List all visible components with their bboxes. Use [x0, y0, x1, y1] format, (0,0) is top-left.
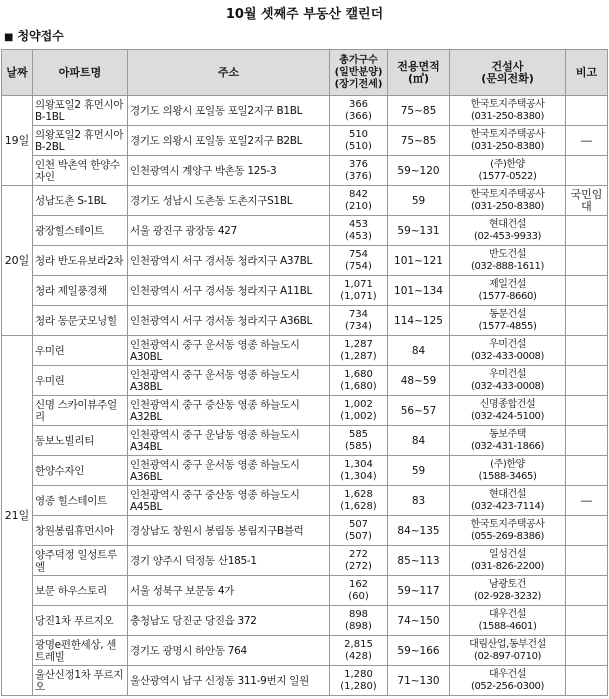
builder-cell: [450, 456, 566, 486]
builder-phone: (032-433-0008): [470, 380, 545, 392]
units-cell: [330, 306, 388, 336]
apartment-name-cell: 보문 하우스토리: [33, 576, 128, 606]
builder-cell: [450, 186, 566, 216]
header-area-line1: 전용면적: [397, 59, 440, 73]
total-units: 376: [348, 158, 369, 170]
table-row: [2, 276, 608, 306]
total-units: 162: [348, 578, 369, 590]
header-area-line2: (㎡): [407, 71, 430, 85]
sale-units: (1,071): [340, 290, 377, 302]
area-cell: 101~121: [388, 246, 450, 276]
note-cell: [566, 456, 608, 486]
table-row: [2, 306, 608, 336]
builder-name: 대림산업,동부건설: [469, 638, 546, 650]
table-row: [2, 126, 608, 156]
table-row: [2, 96, 608, 126]
units-cell: [330, 666, 388, 696]
address-cell: 인천광역시 중구 운서동 영종 하늘도시 A38BL: [128, 366, 330, 396]
address-cell: 울산광역시 남구 신정동 311-9번지 일원: [128, 666, 330, 696]
builder-phone: (1588-4601): [478, 620, 537, 632]
apartment-name-cell: 인천 박촌역 한양수자인: [33, 156, 128, 186]
apartment-name-cell: 광명e편한세상, 센트레빌: [33, 636, 128, 666]
sale-units: (376): [345, 170, 372, 182]
address-cell: 서울 성북구 보문동 4가: [128, 576, 330, 606]
builder-name: (주)한양: [490, 458, 525, 470]
builder-name: 한국토지주택공사: [470, 188, 545, 200]
sale-units: (453): [345, 230, 372, 242]
address-cell: 경기도 성남시 도촌동 도촌지구S1BL: [128, 186, 330, 216]
total-units: 842: [348, 188, 369, 200]
header-note: 비고: [566, 50, 608, 96]
units-cell: [330, 606, 388, 636]
header-row: [2, 50, 608, 96]
builder-cell: [450, 606, 566, 636]
sale-units: (585): [345, 440, 372, 452]
area-cell: 75~85: [388, 126, 450, 156]
builder-phone: (031-826-2200): [470, 560, 545, 572]
builder-phone: (031-250-8380): [470, 110, 545, 122]
total-units: 2,815: [344, 638, 373, 650]
builder-phone: (032-424-5100): [470, 410, 545, 422]
apartment-name-cell: 의왕포일2 휴먼시아B-2BL: [33, 126, 128, 156]
units-cell: [330, 276, 388, 306]
builder-cell: [450, 126, 566, 156]
builder-phone: (032-431-1866): [470, 440, 545, 452]
header-addr: 주소: [128, 50, 330, 96]
builder-phone: (1588-3465): [478, 470, 537, 482]
section-title: [4, 27, 64, 44]
total-units: 1,680: [344, 368, 373, 380]
total-units: 1,071: [344, 278, 373, 290]
total-units: 585: [348, 428, 369, 440]
header-total-line1: 총가구수: [339, 54, 378, 66]
builder-name: 우미건설: [488, 338, 527, 350]
total-units: 754: [348, 248, 369, 260]
sale-units: (734): [345, 320, 372, 332]
sale-units: (898): [345, 620, 372, 632]
total-units: 366: [348, 98, 369, 110]
apartment-name-cell: 신명 스카이뷰주얼리: [33, 396, 128, 426]
builder-cell: [450, 636, 566, 666]
units-cell: [330, 426, 388, 456]
total-units: 898: [348, 608, 369, 620]
header-total: [330, 50, 388, 96]
builder-phone: (031-250-8380): [470, 200, 545, 212]
sale-units: (210): [345, 200, 372, 212]
apartment-name-cell: 우미린: [33, 366, 128, 396]
address-cell: 경기도 의왕시 포일동 포일2지구 B1BL: [128, 96, 330, 126]
note-cell: [566, 276, 608, 306]
units-cell: [330, 336, 388, 366]
page-title: 10월 셋째주 부동산 캘린더: [225, 7, 384, 22]
table-row: [2, 246, 608, 276]
address-cell: 충청남도 당진군 당진읍 372: [128, 606, 330, 636]
builder-name: 현대건설: [488, 488, 527, 500]
note-cell: [566, 306, 608, 336]
builder-cell: [450, 486, 566, 516]
address-cell: 인천광역시 중구 운서동 영종 하늘도시 A30BL: [128, 336, 330, 366]
units-cell: [330, 156, 388, 186]
note-cell: [566, 546, 608, 576]
sale-units: (510): [345, 140, 372, 152]
header-apt: 아파트명: [33, 50, 128, 96]
square-bullet-icon: ■: [4, 32, 14, 43]
builder-phone: (055-269-8386): [470, 530, 545, 542]
builder-cell: [450, 366, 566, 396]
address-cell: 인천광역시 중구 중산동 영종 하늘도시 A45BL: [128, 486, 330, 516]
table-row: [2, 456, 608, 486]
note-cell: [566, 636, 608, 666]
apartment-name-cell: 청라 반도유보라2차: [33, 246, 128, 276]
note-cell: [566, 576, 608, 606]
sale-units: (60): [348, 590, 369, 602]
header-area: [388, 50, 450, 96]
builder-phone: (1577-4855): [478, 320, 537, 332]
header-builder: [450, 50, 566, 96]
units-cell: [330, 126, 388, 156]
builder-phone: (1577-8660): [478, 290, 537, 302]
note-cell: [566, 396, 608, 426]
apartment-name-cell: 당진1차 푸르지오: [33, 606, 128, 636]
header-builder-line2: (문의전화): [481, 71, 534, 85]
note-cell: [566, 366, 608, 396]
address-cell: 인천광역시 서구 경서동 청라지구 A11BL: [128, 276, 330, 306]
area-cell: 84: [388, 426, 450, 456]
builder-cell: [450, 276, 566, 306]
table-row: [2, 426, 608, 456]
address-cell: 경기도 의왕시 포일동 포일2지구 B2BL: [128, 126, 330, 156]
total-units: 1,280: [344, 668, 373, 680]
table-row: [2, 396, 608, 426]
note-cell: [566, 216, 608, 246]
note-cell: ―: [566, 126, 608, 156]
builder-name: 남광토건: [488, 578, 527, 590]
section-title-text: 청약접수: [17, 29, 64, 43]
area-cell: 75~85: [388, 96, 450, 126]
note-cell: [566, 336, 608, 366]
area-cell: 59: [388, 456, 450, 486]
builder-name: 동보주택: [488, 428, 527, 440]
table-row: [2, 186, 608, 216]
builder-name: 현대건설: [488, 218, 527, 230]
sale-units: (428): [345, 650, 372, 662]
table-row: [2, 516, 608, 546]
total-units: 1,628: [344, 488, 373, 500]
apartment-name-cell: 영종 힐스테이트: [33, 486, 128, 516]
builder-phone: (1577-0522): [478, 170, 537, 182]
area-cell: 84~135: [388, 516, 450, 546]
header-date: 날짜: [2, 50, 33, 96]
builder-cell: [450, 96, 566, 126]
builder-phone: (02-897-0710): [473, 650, 542, 662]
header-total-line2: (일반분양): [334, 66, 383, 78]
sale-units: (366): [345, 110, 372, 122]
builder-phone: (032-423-7114): [470, 500, 545, 512]
builder-name: 신명종합건설: [479, 398, 536, 410]
total-units: 453: [348, 218, 369, 230]
sale-units: (1,628): [340, 500, 377, 512]
total-units: 510: [348, 128, 369, 140]
note-cell: [566, 606, 608, 636]
apartment-name-cell: 동보노빌리티: [33, 426, 128, 456]
builder-cell: [450, 426, 566, 456]
note-cell: [566, 156, 608, 186]
table-row: [2, 666, 608, 696]
table-row: [2, 606, 608, 636]
builder-phone: (02-453-9933): [473, 230, 542, 242]
sale-units: (1,304): [340, 470, 377, 482]
units-cell: [330, 486, 388, 516]
table-row: [2, 546, 608, 576]
area-cell: 59~131: [388, 216, 450, 246]
builder-name: 일성건설: [488, 548, 527, 560]
note-cell: [566, 96, 608, 126]
area-cell: 59~166: [388, 636, 450, 666]
builder-name: 대우건설: [488, 668, 527, 680]
sale-units: (1,287): [340, 350, 377, 362]
address-cell: 인천광역시 계양구 박촌동 125-3: [128, 156, 330, 186]
builder-cell: [450, 336, 566, 366]
apartment-name-cell: 성남도촌 S-1BL: [33, 186, 128, 216]
builder-cell: [450, 306, 566, 336]
table-row: [2, 336, 608, 366]
apartment-name-cell: 청라 제일풍경채: [33, 276, 128, 306]
sale-units: (272): [345, 560, 372, 572]
builder-cell: [450, 666, 566, 696]
address-cell: 경기도 광명시 하안동 764: [128, 636, 330, 666]
area-cell: 85~113: [388, 546, 450, 576]
units-cell: [330, 246, 388, 276]
builder-phone: (031-250-8380): [470, 140, 545, 152]
builder-phone: (032-433-0008): [470, 350, 545, 362]
area-cell: 59~117: [388, 576, 450, 606]
table-row: [2, 156, 608, 186]
builder-phone: (032-888-1611): [470, 260, 545, 272]
note-cell: [566, 246, 608, 276]
units-cell: [330, 576, 388, 606]
units-cell: [330, 546, 388, 576]
area-cell: 74~150: [388, 606, 450, 636]
builder-cell: [450, 156, 566, 186]
address-cell: 서울 광진구 광장동 427: [128, 216, 330, 246]
sale-units: (1,680): [340, 380, 377, 392]
note-cell: 국민임대: [566, 186, 608, 216]
area-cell: 84: [388, 336, 450, 366]
address-cell: 인천광역시 서구 경서동 청라지구 A37BL: [128, 246, 330, 276]
total-units: 734: [348, 308, 369, 320]
builder-cell: [450, 216, 566, 246]
units-cell: [330, 396, 388, 426]
address-cell: 경상남도 창원시 봉림동 봉림지구B블럭: [128, 516, 330, 546]
builder-cell: [450, 576, 566, 606]
units-cell: [330, 516, 388, 546]
area-cell: 59: [388, 186, 450, 216]
builder-cell: [450, 516, 566, 546]
apartment-name-cell: 창원봉림휴먼시아: [33, 516, 128, 546]
total-units: 1,304: [344, 458, 373, 470]
builder-cell: [450, 396, 566, 426]
builder-name: 제일건설: [488, 278, 527, 290]
total-units: 272: [348, 548, 369, 560]
date-cell: 21일: [2, 336, 33, 696]
sale-units: (1,002): [340, 410, 377, 422]
builder-cell: [450, 246, 566, 276]
apartment-name-cell: 울산신정1차 푸르지오: [33, 666, 128, 696]
area-cell: 59~120: [388, 156, 450, 186]
total-units: 1,287: [344, 338, 373, 350]
sale-units: (507): [345, 530, 372, 542]
header-total-line3: (장기전세): [334, 78, 383, 90]
sale-units: (1,280): [340, 680, 377, 692]
apartment-name-cell: 의왕포일2 휴먼시아B-1BL: [33, 96, 128, 126]
builder-cell: [450, 546, 566, 576]
note-cell: [566, 426, 608, 456]
builder-name: 한국토지주택공사: [470, 128, 545, 140]
note-cell: [566, 666, 608, 696]
units-cell: [330, 96, 388, 126]
area-cell: 71~130: [388, 666, 450, 696]
apartment-name-cell: 우미린: [33, 336, 128, 366]
units-cell: [330, 186, 388, 216]
builder-name: 반도건설: [488, 248, 527, 260]
header-builder-line1: 건설사: [491, 59, 524, 73]
builder-phone: (052-256-0300): [470, 680, 545, 692]
builder-name: 한국토지주택공사: [470, 98, 545, 110]
address-cell: 인천광역시 서구 경서동 청라지구 A36BL: [128, 306, 330, 336]
address-cell: 인천광역시 중구 중산동 영종 하늘도시 A32BL: [128, 396, 330, 426]
builder-name: 대우건설: [488, 608, 527, 620]
table-row: [2, 576, 608, 606]
units-cell: [330, 456, 388, 486]
calendar-table: [1, 49, 608, 696]
date-cell: 20일: [2, 186, 33, 336]
apartment-name-cell: 광장힐스테이트: [33, 216, 128, 246]
address-cell: 인천광역시 중구 운남동 영종 하늘도시 A34BL: [128, 426, 330, 456]
table-row: [2, 636, 608, 666]
total-units: 1,002: [344, 398, 373, 410]
units-cell: [330, 636, 388, 666]
builder-name: 우미건설: [488, 368, 527, 380]
sale-units: (754): [345, 260, 372, 272]
units-cell: [330, 366, 388, 396]
total-units: 507: [348, 518, 369, 530]
area-cell: 101~134: [388, 276, 450, 306]
apartment-name-cell: 양주덕정 일성트루엘: [33, 546, 128, 576]
table-row: [2, 486, 608, 516]
area-cell: 48~59: [388, 366, 450, 396]
address-cell: 인천광역시 중구 운서동 영종 하늘도시 A36BL: [128, 456, 330, 486]
area-cell: 56~57: [388, 396, 450, 426]
builder-name: 동문건설: [488, 308, 527, 320]
builder-name: 한국토지주택공사: [470, 518, 545, 530]
address-cell: 경기 양주시 덕정동 산185-1: [128, 546, 330, 576]
calendar-body: [2, 96, 608, 696]
note-cell: ―: [566, 486, 608, 516]
builder-phone: (02-928-3232): [473, 590, 542, 602]
area-cell: 114~125: [388, 306, 450, 336]
units-cell: [330, 216, 388, 246]
builder-name: (주)한양: [490, 158, 525, 170]
table-row: [2, 216, 608, 246]
table-row: [2, 366, 608, 396]
apartment-name-cell: 청라 동문굿모닝힐: [33, 306, 128, 336]
area-cell: 83: [388, 486, 450, 516]
apartment-name-cell: 한양수자인: [33, 456, 128, 486]
date-cell: 19일: [2, 96, 33, 186]
note-cell: [566, 516, 608, 546]
